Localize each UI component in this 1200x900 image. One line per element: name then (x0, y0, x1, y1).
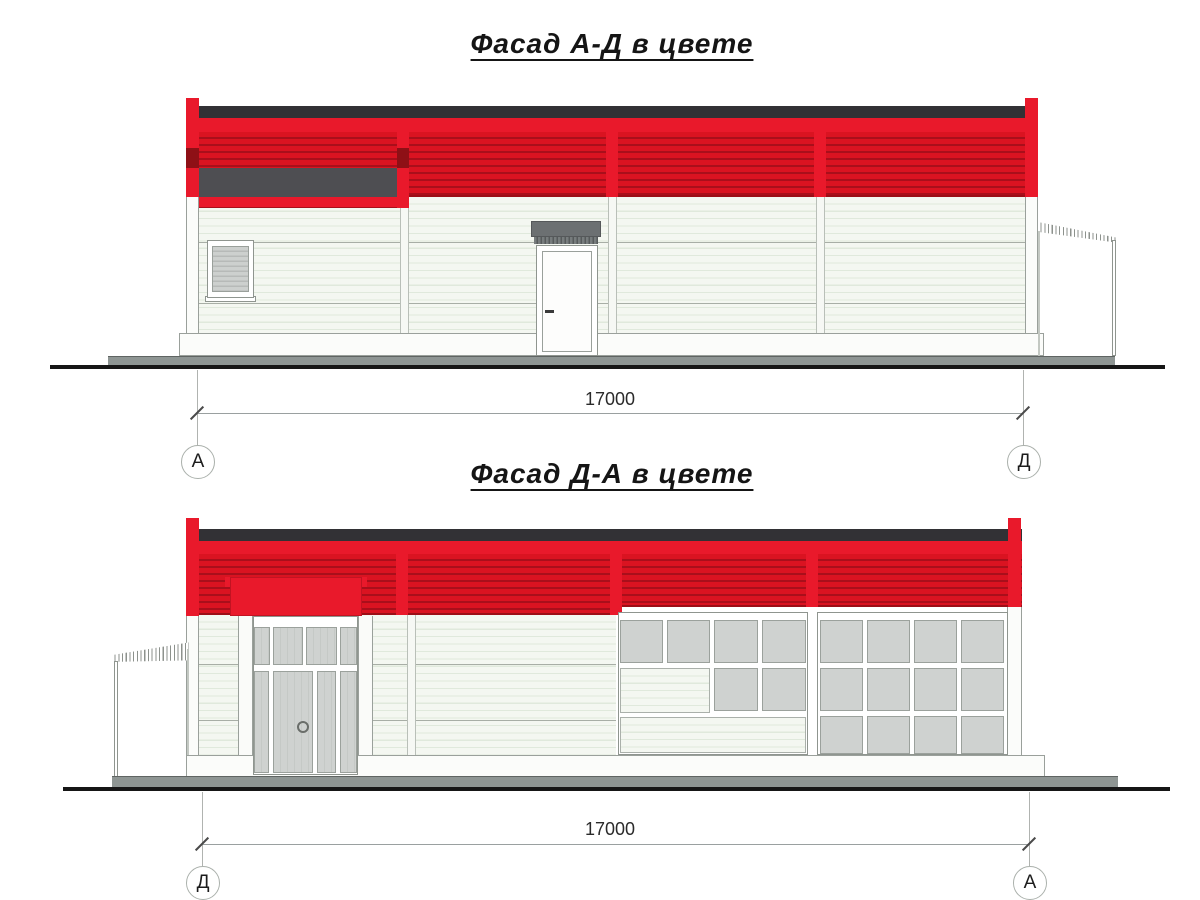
dark-red-block (397, 148, 409, 168)
entrance-sign-box (230, 577, 362, 616)
red-seam-pilaster (606, 132, 618, 197)
ground-line (63, 787, 1170, 791)
wall-seam (608, 197, 617, 333)
canopy-post (1112, 240, 1116, 356)
transom-pane (306, 627, 337, 665)
lean-to-canopy-roof (112, 641, 189, 663)
red-fascia-band (199, 541, 1022, 554)
window-cell (914, 620, 957, 663)
entrance-sidelight (340, 671, 357, 773)
gray-accent-band (199, 168, 399, 197)
extension-line (1029, 792, 1030, 866)
sign-bracket (362, 577, 367, 587)
window-cell (914, 668, 957, 711)
ground-line (50, 365, 1165, 369)
window-cell (620, 620, 663, 663)
corner-pilaster-right (1025, 98, 1038, 197)
axis-letter: Д (1017, 451, 1031, 472)
corner-column-right (1025, 197, 1038, 333)
extension-line (202, 792, 203, 866)
corrugated-red-panel (199, 132, 399, 168)
dimension-line (197, 413, 1023, 414)
window-cell (867, 620, 910, 663)
axis-letter: А (191, 451, 205, 472)
axis-bubble-d (186, 866, 220, 900)
siding-infill-panel (620, 717, 806, 753)
axis-bubble-a (181, 445, 215, 479)
canopy-post (114, 661, 118, 777)
corrugated-red-panel (616, 554, 1022, 607)
window-cell (961, 668, 1004, 711)
window-cell (914, 716, 957, 754)
red-seam-pilaster (814, 132, 826, 197)
window-cell (820, 716, 863, 754)
corner-column-left (186, 197, 199, 333)
window-cell (867, 668, 910, 711)
canopy-wall-line (1038, 231, 1040, 356)
transom-pane (273, 627, 303, 665)
plinth (179, 333, 1044, 356)
entrance-sidelight (254, 671, 269, 773)
extension-line (197, 370, 198, 447)
extension-line (1023, 370, 1024, 447)
window-cell (867, 716, 910, 754)
facade-ad-title: Фасад А-Д в цвете (470, 28, 754, 59)
window-cell (961, 620, 1004, 663)
corner-column-right (1007, 607, 1022, 755)
axis-bubble-d (1007, 445, 1041, 479)
service-door-leaf (542, 251, 592, 352)
red-seam-pilaster (610, 554, 622, 615)
dimension-label: 17000 (584, 819, 636, 839)
canopy-wall-line (187, 649, 189, 755)
red-seam-pilaster (396, 554, 408, 615)
window-louver-pane (212, 246, 249, 292)
axis-letter: Д (196, 872, 210, 893)
dark-red-block (186, 148, 199, 168)
wall-seam (816, 197, 825, 333)
lean-to-canopy-roof (1038, 222, 1118, 244)
door-canopy (531, 221, 601, 237)
dimension-label: 17000 (584, 389, 636, 409)
wall-seam (407, 615, 416, 755)
entrance-pilaster-strip (358, 616, 373, 755)
corner-pilaster-right (1008, 518, 1021, 607)
red-fascia-band (199, 118, 1025, 132)
entrance-door-leaf-secondary (317, 671, 336, 773)
window-cell (714, 668, 758, 711)
window-cell (762, 668, 806, 711)
entrance-pilaster-strip (238, 616, 253, 755)
entrance-door-handle (297, 721, 309, 733)
door-canopy-fringe (534, 237, 598, 244)
roof-edge-band (199, 529, 1022, 541)
red-lower-strip (199, 197, 399, 208)
red-seam-pilaster (806, 554, 818, 607)
wall-seam (400, 208, 409, 333)
corner-pilaster-left (186, 518, 199, 616)
window-cell (714, 620, 758, 663)
window-cell (667, 620, 710, 663)
transom-pane (340, 627, 357, 665)
facade-da-title: Фасад Д-А в цвете (470, 458, 754, 489)
red-seam-pilaster (397, 132, 409, 208)
window-cell (820, 620, 863, 663)
corrugated-red-panel (399, 132, 1025, 197)
window-cell (820, 668, 863, 711)
window-cell (961, 716, 1004, 754)
dimension-line (202, 844, 1029, 845)
transom-pane (254, 627, 270, 665)
siding-infill-panel (620, 668, 710, 713)
axis-bubble-a (1013, 866, 1047, 900)
window-cell (762, 620, 806, 663)
door-handle (545, 310, 554, 313)
axis-letter: А (1023, 872, 1037, 893)
roof-edge-band (199, 106, 1025, 118)
